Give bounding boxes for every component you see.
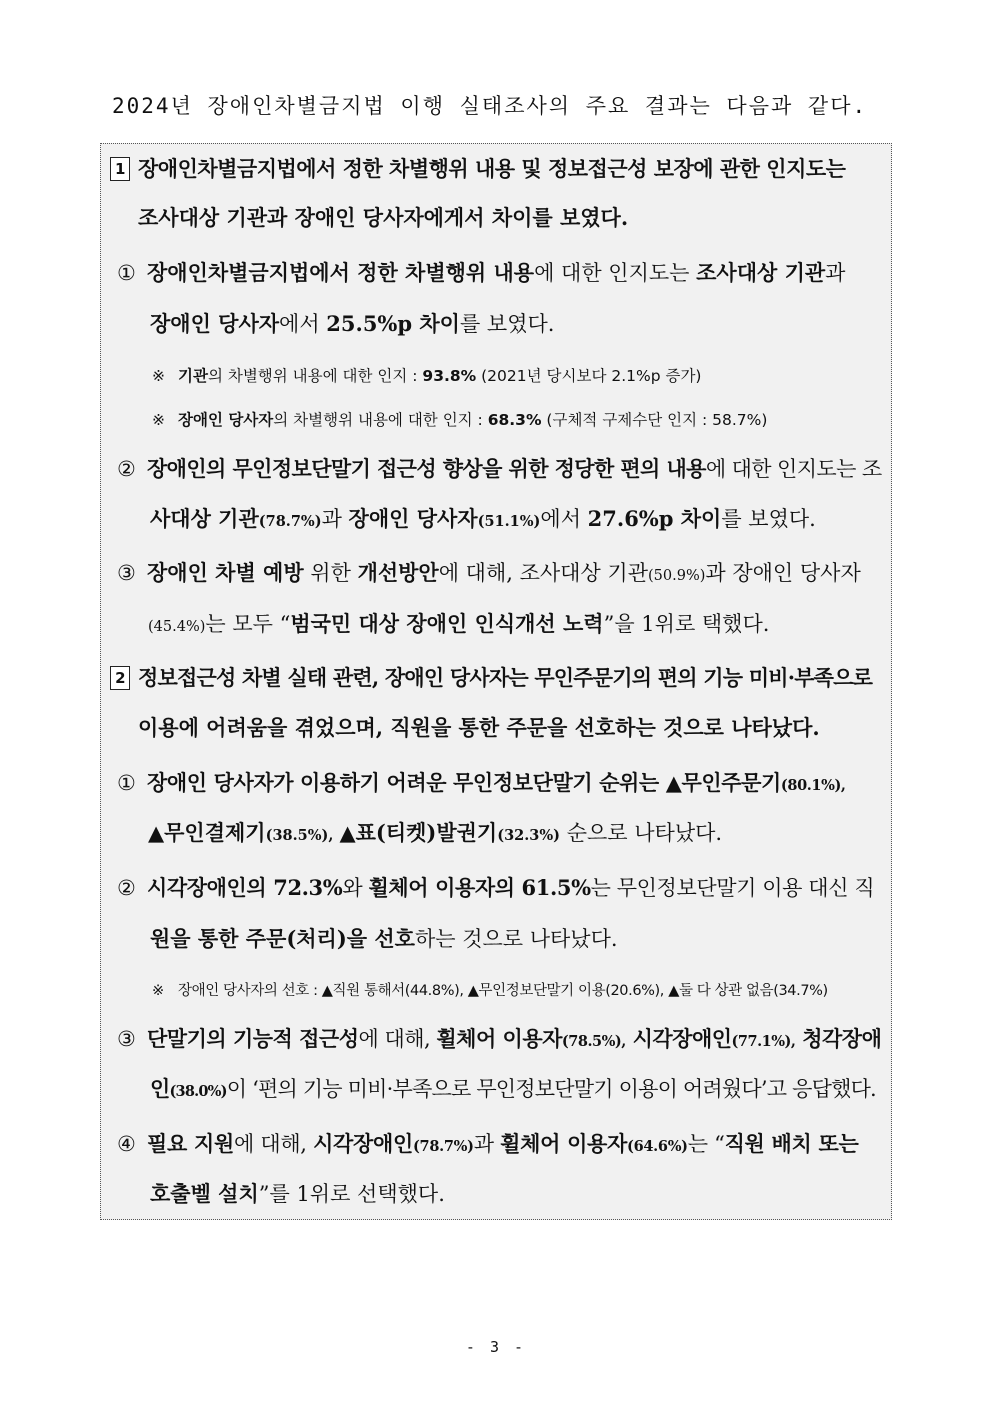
note-person-preference: ※ 장애인 당사자의 선호 : ▲직원 통해서(44.8%), ▲무인정보단말기 이용(20.6%), ▲둘 다 상관 없음(34.7%) [152,983,828,999]
item-2-1: ① 장애인 당사자가 이용하기 어려운 무인정보단말기 순위는 ▲무인주문기(80.1%), [117,770,846,795]
item-2-4-cont: 호출벨 설치”를 1위로 선택했다. [150,1181,445,1206]
section-number: 2 [110,666,130,690]
item-1-2: ② 장애인의 무인정보단말기 접근성 향상을 위한 정당한 편의 내용에 대한 인지도는 조 [117,456,882,481]
item-2-4: ④ 필요 지원에 대해, 시각장애인(78.7%)과 휠체어 이용자(64.6%)는 “직원 배치 또는 [117,1131,859,1156]
page-number: - 3 - [465,1338,527,1356]
item-2-3: ③ 단말기의 기능적 접근성에 대해, 휠체어 이용자(78.5%), 시각장애인(77.1%), 청각장애 [117,1026,882,1051]
item-2-1-cont: ▲무인결제기(38.5%), ▲표(티켓)발권기(32.3%) 순으로 나타났다. [148,820,723,845]
item-1-1-cont: 장애인 당사자에서 25.5%p 차이를 보였다. [150,311,555,336]
section-1-heading: 1 장애인차별금지법에서 정한 차별행위 내용 및 정보접근성 보장에 관한 인지도는 [110,154,845,184]
item-1-2-cont: 사대상 기관(78.7%)과 장애인 당사자(51.1%)에서 27.6%p 차이를 보였다. [150,506,816,531]
section-2-heading: 2 정보접근성 차별 실태 관련, 장애인 당사자는 무인주문기의 편의 기능 미비·부족으로 [110,663,872,693]
item-2-2: ② 시각장애인의 72.3%와 휠체어 이용자의 61.5%는 무인정보단말기 이용 대신 직 [117,875,875,900]
item-2-3-cont: 인(38.0%)이 ‘편의 기능 미비·부족으로 무인정보단말기 이용이 어려웠다’고 응답했다. [150,1076,876,1101]
intro-sentence: 2024년 장애인차별금지법 이행 실태조사의 주요 결과는 다음과 같다. [112,94,868,118]
section-2-heading-cont: 이용에 어려움을 겪었으며, 직원을 통한 주문을 선호하는 것으로 나타났다. [138,715,820,740]
note-institution-awareness: ※ 기관의 차별행위 내용에 대한 인지 : 93.8% (2021년 당시보다 2.1%p 증가) [152,367,702,385]
item-2-2-cont: 원을 통한 주문(처리)을 선호하는 것으로 나타났다. [150,926,618,951]
section-number: 1 [110,157,130,181]
item-1-1: ① 장애인차별금지법에서 정한 차별행위 내용에 대한 인지도는 조사대상 기관과 [117,260,846,285]
section-1-heading-cont: 조사대상 기관과 장애인 당사자에게서 차이를 보였다. [138,205,629,230]
item-1-3-cont: (45.4%)는 모두 “범국민 대상 장애인 인식개선 노력”을 1위로 택했다. [148,611,770,636]
note-person-awareness: ※ 장애인 당사자의 차별행위 내용에 대한 인지 : 68.3% (구체적 구제수단 인지 : 58.7%) [152,411,768,429]
item-1-3: ③ 장애인 차별 예방 위한 개선방안에 대해, 조사대상 기관(50.9%)과 장애인 당사자 [117,560,861,585]
